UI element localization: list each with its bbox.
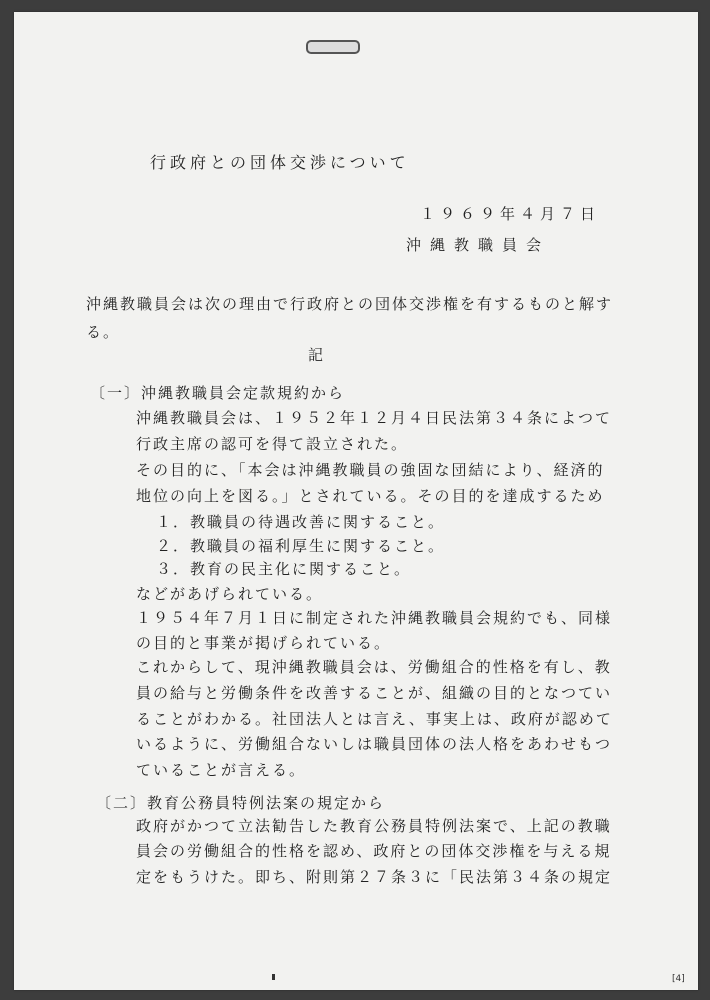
section1-heading: 〔一〕沖縄教職員会定款規約から (90, 384, 346, 402)
section1-line: ることがわかる。社団法人とは言え、事実上は、政府が認めて (136, 710, 613, 728)
section1-line: いるように、労働組合ないしは職員団体の法人格をあわせもつ (136, 735, 613, 753)
section1-line: 地位の向上を図る。」とされている。その目的を達成するため (136, 487, 605, 505)
section2-heading: 〔二〕教育公務員特例法案の規定から (96, 794, 386, 812)
document-title: 行政府との団体交渉について (150, 153, 410, 172)
section2-line: 定をもうけた。即ち、附則第２７条３に「民法第３４条の規定 (136, 868, 613, 886)
organization-name: 沖縄教職員会 (406, 236, 551, 254)
section1-line: １９５４年７月１日に制定された沖縄教職員会規約でも、同様 (136, 609, 613, 627)
section2-line: 員会の労働組合的性格を認め、政府との団体交渉権を与える規 (136, 842, 612, 860)
page-number-mark: [4] (672, 974, 685, 984)
intro-line-2: る。 (86, 323, 121, 341)
section1-line: の目的と事業が掲げられている。 (136, 634, 392, 652)
section1-line: 行政主席の認可を得て設立された。 (136, 435, 409, 453)
section1-list-item: １．教職員の待遇改善に関すること。 (156, 513, 446, 531)
section1-list-item: ２．教職員の福利厚生に関すること。 (156, 537, 446, 555)
section2-line: 政府がかつて立法勧告した教育公務員特例法案で、上記の教職 (136, 817, 612, 835)
document-date: １９６９年４月７日 (420, 205, 601, 223)
section1-line: その目的に、「本会は沖縄教職員の強固な団結により、経済的 (136, 461, 605, 479)
section1-list-item: ３．教育の民主化に関すること。 (156, 560, 412, 578)
section1-line: 沖縄教職員会は、１９５２年１２月４日民法第３４条によつて (136, 409, 613, 427)
staple-hole (306, 40, 360, 54)
bottom-center-mark (272, 974, 275, 980)
section1-line: 員の給与と労働条件を改善することが、組織の目的となつてい (136, 684, 613, 702)
section1-line: ていることが言える。 (136, 761, 307, 779)
section1-line: などがあげられている。 (136, 585, 324, 603)
section1-line: これからして、現沖縄教職員会は、労働組合的性格を有し、教 (136, 658, 612, 676)
intro-line-1: 沖縄教職員会は次の理由で行政府との団体交渉権を有するものと解す (86, 295, 614, 313)
ki-label: 記 (308, 346, 326, 364)
